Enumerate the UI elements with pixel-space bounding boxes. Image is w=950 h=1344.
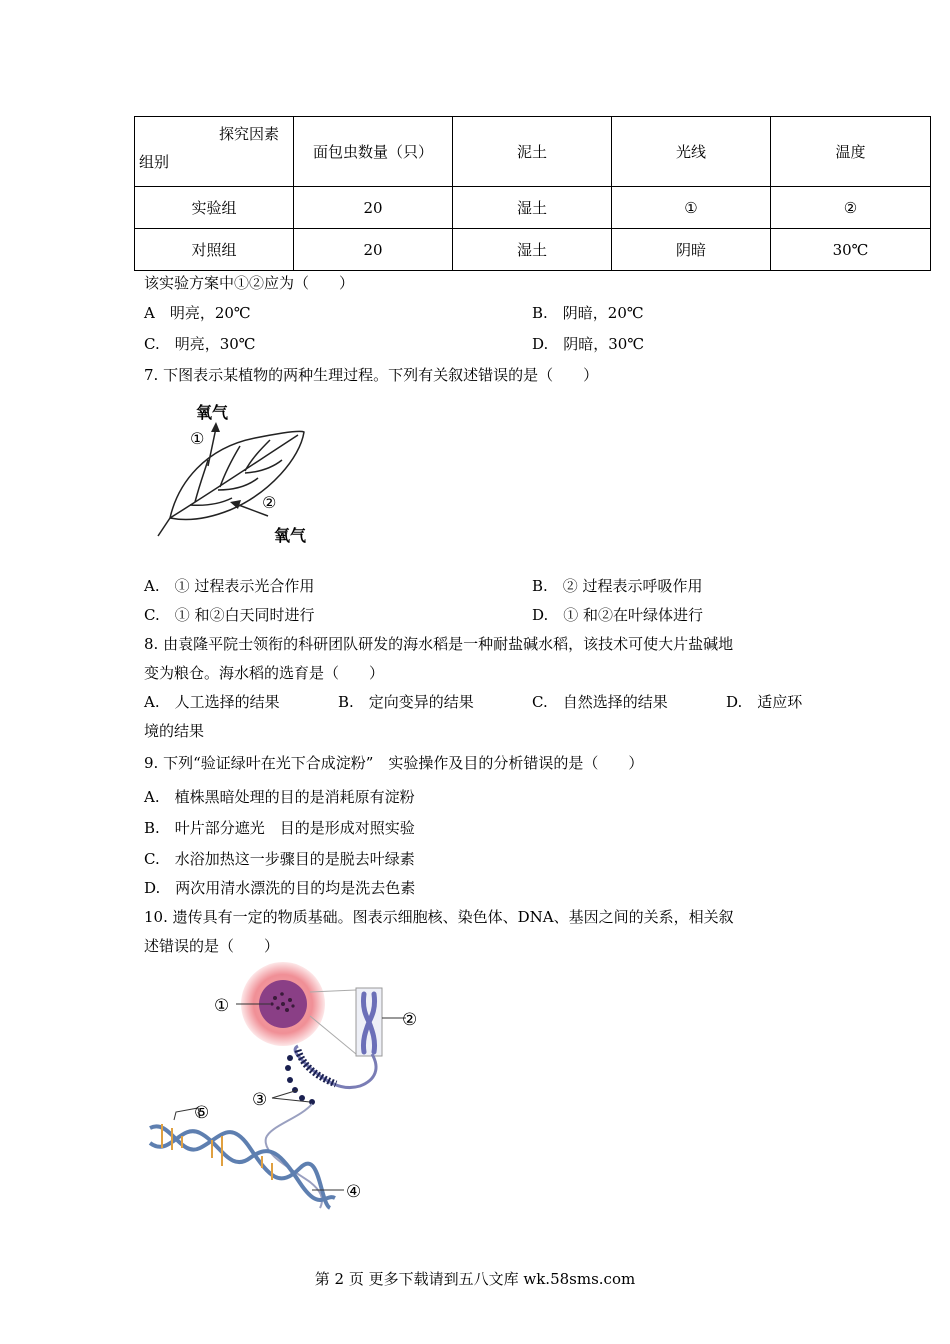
table-cell: 阴暗 [612, 229, 771, 271]
q10-stem-line1: 10. 遗传具有一定的物质基础。图表示细胞核、染色体、DNA、基因之间的关系，相关叙 [144, 908, 734, 926]
table-corner-cell [135, 117, 294, 187]
dna-thread [266, 1104, 322, 1208]
q8-option-d: D. 适应环 [726, 693, 803, 711]
q9-option-d: D. 两次用清水漂洗的目的均是洗去色素 [144, 879, 416, 897]
process-1-label: ① [190, 429, 205, 448]
oxygen-label-top: 氧气 [196, 403, 229, 422]
table-row [135, 229, 931, 271]
q8-option-b: B. 定向变异的结果 [338, 693, 474, 711]
label-line-3b [272, 1090, 298, 1098]
process-2-label: ② [262, 493, 277, 512]
experiment-table [134, 116, 931, 271]
corner-bottom-label: 组别 [139, 153, 170, 171]
q6-stem: 该实验方案中①②应为（ ） [144, 274, 355, 292]
genetics-diagram [140, 958, 440, 1228]
q6-option-c: C. 明亮，30℃ [144, 335, 256, 353]
page-footer: 第 2 页 更多下载请到五八文库 wk.58sms.com [314, 1270, 636, 1288]
table-header-cell: 面包虫数量（只） [294, 117, 453, 187]
q9-stem: 9. 下列“验证绿叶在光下合成淀粉” 实验操作及目的分析错误的是（ ） [144, 754, 644, 772]
q8-stem-line1: 8. 由袁隆平院士领衔的科研团队研发的海水稻是一种耐盐碱水稻，该技术可使大片盐碱地 [144, 635, 734, 653]
arrow-out [208, 428, 216, 466]
label-5: ⑤ [194, 1103, 210, 1123]
q10-stem-line2: 述错误的是（ ） [144, 937, 280, 955]
table-header-cell: 泥土 [453, 117, 612, 187]
arrowhead [211, 422, 220, 432]
table-header-cell: 光线 [612, 117, 771, 187]
oxygen-label-bottom: 氧气 [274, 526, 307, 545]
q8-option-a: A. 人工选择的结果 [144, 693, 280, 711]
q8-option-d-continued: 境的结果 [144, 722, 205, 740]
q8-option-c: C. 自然选择的结果 [532, 693, 668, 711]
label-2: ② [402, 1010, 418, 1030]
table-cell: 湿土 [453, 229, 612, 271]
leaf-diagram [150, 398, 320, 548]
table-header-cell: 温度 [771, 117, 931, 187]
q7-option-d: D. ① 和②在叶绿体进行 [532, 606, 704, 624]
q9-option-b: B. 叶片部分遮光 目的是形成对照实验 [144, 819, 415, 837]
q8-stem-line2: 变为粮仓。海水稻的选育是（ ） [144, 664, 385, 682]
q6-option-d: D. 阴暗，30℃ [532, 335, 645, 353]
coiled-fiber [298, 1050, 336, 1084]
table-cell: 20 [294, 187, 453, 229]
leaf-vein [220, 446, 240, 487]
q6-option-a: A 明亮，20℃ [144, 304, 251, 322]
q9-option-a: A. 植株黑暗处理的目的是消耗原有淀粉 [144, 788, 415, 806]
nucleosomes [285, 1055, 315, 1105]
q6-option-b: B. 阴暗，20℃ [532, 304, 644, 322]
q9-option-c: C. 水浴加热这一步骤目的是脱去叶绿素 [144, 850, 415, 868]
zoom-line [310, 1016, 356, 1054]
q7-stem: 7. 下图表示某植物的两种生理过程。下列有关叙述错误的是（ ） [144, 366, 599, 384]
label-3: ③ [252, 1090, 268, 1110]
table-cell: 对照组 [135, 229, 294, 271]
table-cell: 实验组 [135, 187, 294, 229]
table-cell: ① [612, 187, 771, 229]
q7-option-a: A. ① 过程表示光合作用 [144, 577, 315, 595]
q7-option-b: B. ② 过程表示呼吸作用 [532, 577, 703, 595]
label-4: ④ [346, 1182, 362, 1202]
table-cell: 30℃ [771, 229, 931, 271]
table-cell: 湿土 [453, 187, 612, 229]
table-cell: ② [771, 187, 931, 229]
q7-option-c: C. ① 和②白天同时进行 [144, 606, 315, 624]
table-header-row [135, 117, 931, 187]
label-1: ① [214, 996, 230, 1016]
leaf-stem [158, 518, 170, 536]
table-cell: 20 [294, 229, 453, 271]
corner-top-label: 探究因素 [218, 125, 279, 143]
base-pairs [162, 1124, 272, 1180]
table-row [135, 187, 931, 229]
